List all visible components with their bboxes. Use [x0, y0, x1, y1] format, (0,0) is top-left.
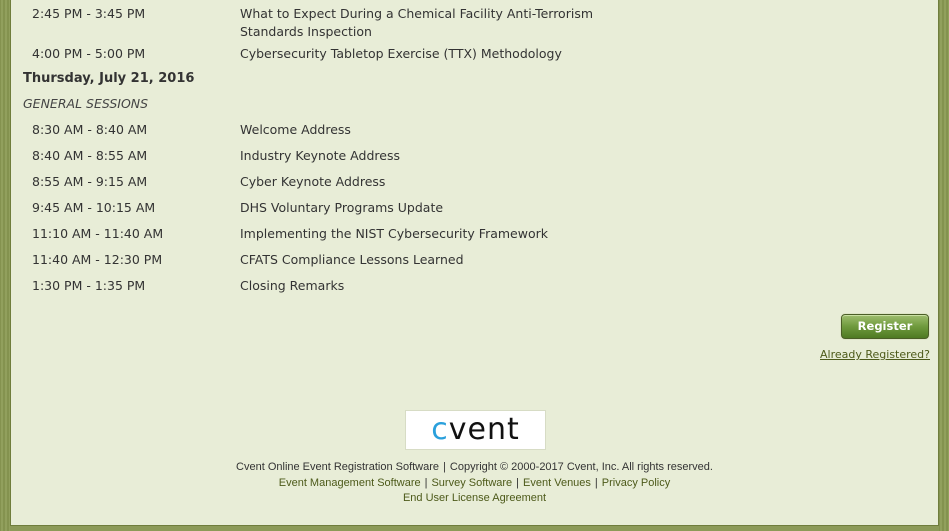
session-time: 8:55 AM - 9:15 AM	[32, 174, 148, 189]
footer-link-eula[interactable]: End User License Agreement	[402, 492, 547, 504]
page-border-right	[939, 0, 949, 531]
footer-link-survey-software[interactable]: Survey Software	[431, 477, 513, 489]
register-button[interactable]: Register	[841, 314, 929, 339]
session-title: DHS Voluntary Programs Update	[240, 200, 444, 215]
session-time: 2:45 PM - 3:45 PM	[32, 6, 146, 21]
footer-copyright-line: Cvent Online Event Registration Software | Copyright © 2000-2017 Cvent, Inc. All rights reserved.	[236, 461, 713, 473]
session-time: 1:30 PM - 1:35 PM	[32, 278, 146, 293]
session-time: 9:45 AM - 10:15 AM	[32, 200, 156, 215]
session-title: Welcome Address	[240, 122, 351, 137]
agenda-panel	[10, 0, 939, 526]
session-title: Cyber Keynote Address	[240, 174, 386, 189]
session-title: Cybersecurity Tabletop Exercise (TTX) Methodology	[240, 46, 562, 61]
session-time: 11:40 AM - 12:30 PM	[32, 252, 163, 267]
session-time: 8:40 AM - 8:55 AM	[32, 148, 148, 163]
day-heading: Thursday, July 21, 2016	[23, 71, 195, 86]
session-time: 11:10 AM - 11:40 AM	[32, 226, 164, 241]
session-title: Industry Keynote Address	[240, 148, 400, 163]
footer-link-event-management[interactable]: Event Management Software	[278, 477, 421, 489]
section-heading: GENERAL SESSIONS	[23, 96, 149, 111]
session-time: 4:00 PM - 5:00 PM	[32, 46, 146, 61]
session-title: CFATS Compliance Lessons Learned	[240, 252, 464, 267]
footer-link-event-venues[interactable]: Event Venues	[523, 477, 591, 489]
session-title: Implementing the NIST Cybersecurity Framework	[240, 226, 548, 241]
footer-eula-line	[11, 492, 938, 504]
footer-link-privacy-policy[interactable]: Privacy Policy	[601, 477, 671, 489]
already-registered-link[interactable]: Already Registered?	[820, 348, 930, 361]
cvent-logo[interactable]	[405, 410, 546, 450]
session-title: Closing Remarks	[240, 278, 345, 293]
page-border-left	[0, 0, 10, 531]
footer-link-registration-software[interactable]: Cvent Online Event Registration Software	[236, 461, 440, 473]
footer-copyright: Copyright © 2000-2017 Cvent, Inc. All rights reserved.	[449, 461, 713, 473]
session-time: 8:30 AM - 8:40 AM	[32, 122, 148, 137]
cvent-logo-text: cvent	[431, 412, 520, 447]
footer-links: Event Management Software | Survey Software | Event Venues | Privacy Policy	[278, 477, 671, 489]
session-title: What to Expect During a Chemical Facility Anti-Terrorism Standards Inspection	[240, 6, 594, 39]
